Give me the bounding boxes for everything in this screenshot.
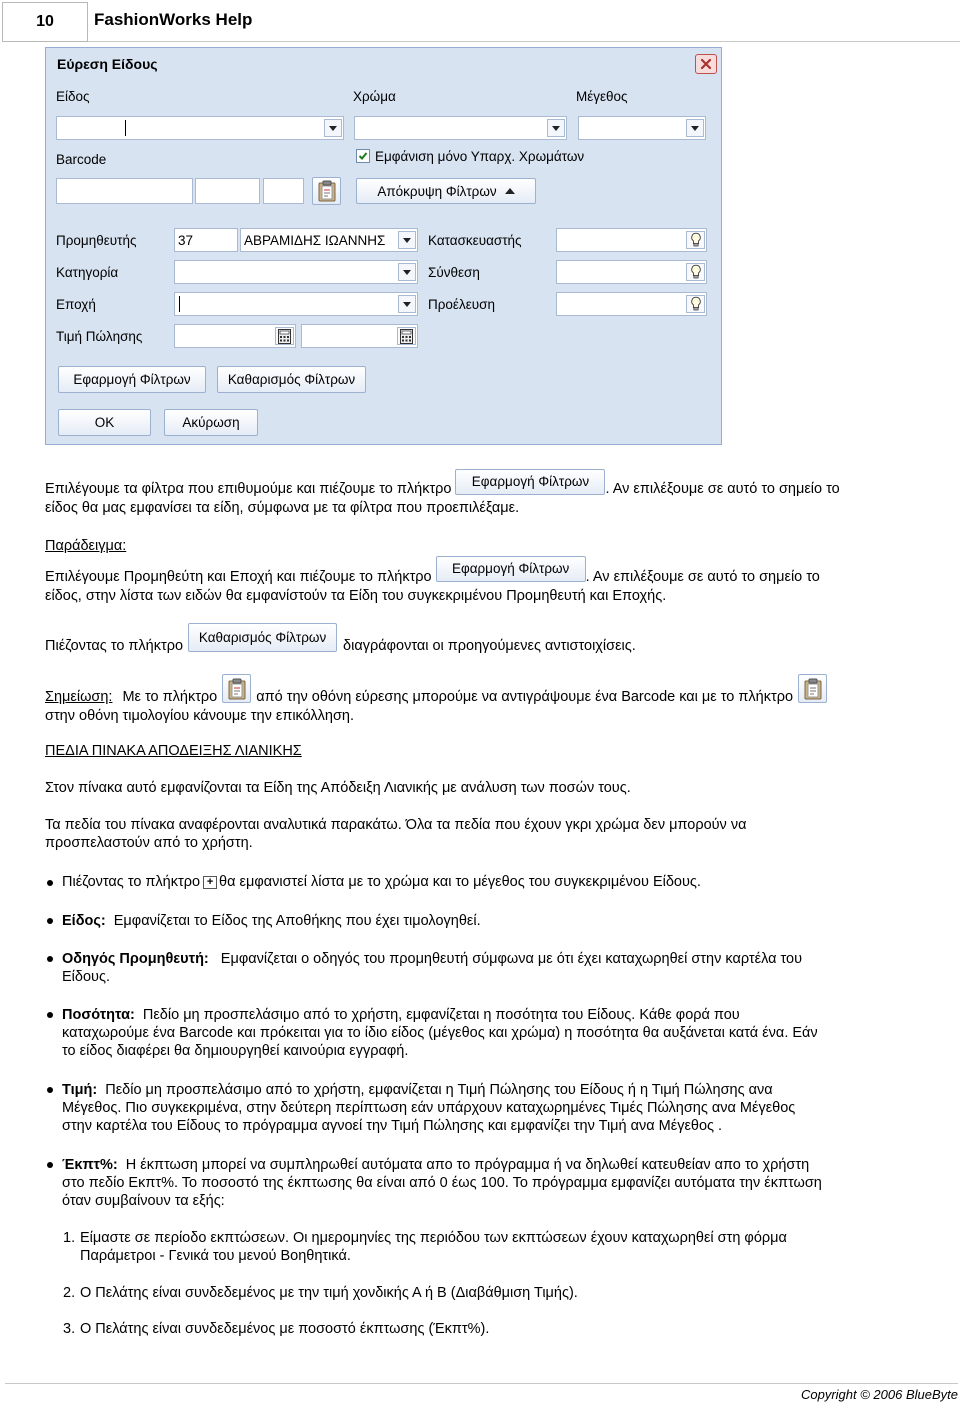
barcode-field[interactable] — [56, 178, 193, 204]
composition-label: Σύνθεση — [428, 265, 480, 280]
paragraph-line: Τα πεδία του πίνακα αναφέρονται αναλυτικά παρακάτω. Όλα τα πεδία που έχουν γκρι χρώμα δεν μπορούν να — [45, 817, 747, 833]
bullet-quantity — [62, 1006, 740, 1024]
clipboard-icon — [803, 678, 823, 700]
category-label: Κατηγορία — [56, 265, 119, 280]
bullet-dot — [47, 956, 53, 962]
section-intro: Στον πίνακα αυτό εμφανίζονται τα Είδη της Απόδειξη Λιανικής με ανάλυση των ποσών τους. — [45, 780, 631, 796]
apply-filters-label: Εφαρμογή Φίλτρων — [73, 372, 191, 387]
composition-field[interactable] — [556, 260, 707, 284]
dialog-title: Εύρεση Είδους — [57, 56, 158, 72]
cancel-button[interactable] — [164, 409, 258, 436]
footer-divider — [5, 1383, 958, 1384]
text-segment: Με το πλήκτρο — [122, 689, 218, 705]
show-existing-colors-label: Εμφάνιση μόνο Υπαρχ. Χρωμάτων — [375, 149, 585, 164]
list-number: 1. — [63, 1230, 76, 1246]
numbered-item-text: Ο Πελάτης είναι συνδεδεμένος με την τιμή χονδικής Α ή Β (Διαβάθμιση Τιμής). — [80, 1285, 578, 1301]
lightbulb-icon — [690, 232, 702, 248]
text-segment: διαγράφονται οι προηγούμενες αντιστοιχίσεις. — [343, 638, 636, 654]
bullet-price — [62, 1081, 773, 1099]
clear-filters-label: Καθαρισμός Φίλτρων — [227, 372, 356, 387]
lookup-button[interactable] — [686, 263, 705, 281]
bullet-text: όταν συμβαίνουν τα εξής: — [62, 1193, 225, 1209]
bullet-dot — [47, 1087, 53, 1093]
apply-filters-button-image: Εφαρμογή Φίλτρων — [455, 469, 605, 495]
category-combo[interactable] — [174, 260, 418, 284]
bullet-term: Ποσότητα: — [62, 1007, 135, 1023]
calculator-button[interactable] — [275, 327, 294, 345]
bullet-text: Εμφανίζεται το Είδος της Αποθήκης που έχει τιμολογηθεί. — [113, 913, 481, 929]
paragraph-line: είδος θα μας εμφανίσει τα είδη, σύμφωνα με τα φίλτρα που προεπιλέξαμε. — [45, 500, 520, 516]
plus-icon: + — [203, 876, 217, 889]
dropdown-arrow-icon[interactable] — [398, 231, 416, 249]
triangle-up-icon — [505, 188, 515, 194]
barcode-field-3[interactable] — [263, 178, 304, 204]
text-segment: Επιλέγουμε τα φίλτρα που επιθυμούμε και πιέζουμε το πλήκτρο — [45, 481, 452, 497]
close-button[interactable] — [695, 54, 717, 74]
origin-field[interactable] — [556, 292, 707, 316]
bullet-dot — [47, 1162, 53, 1168]
manufacturer-field[interactable] — [556, 228, 707, 252]
bullet-dot — [47, 880, 53, 886]
clipboard-icon — [317, 180, 337, 202]
color-combo[interactable] — [354, 116, 567, 140]
dropdown-arrow-icon[interactable] — [324, 119, 342, 137]
copy-barcode-button-image — [222, 674, 251, 703]
note-paragraph — [45, 673, 827, 706]
bullet-item-field — [62, 912, 481, 930]
page-number: 10 — [2, 2, 88, 42]
copyright-notice: Copyright © 2006 BlueByte — [800, 1387, 958, 1402]
clear-filters-button-image: Καθαρισμός Φίλτρων — [188, 623, 337, 652]
copy-barcode-button[interactable] — [312, 177, 341, 205]
bullet-text: στην καρτέλα του Είδους το πρόγραμμα αγνοεί την Τιμή Πώλησης και εμφανίζει την Τιμή ανα Μέγεθος . — [62, 1118, 723, 1134]
hide-filters-button[interactable] — [356, 178, 536, 204]
lightbulb-icon — [690, 264, 702, 280]
bullet-text: Πεδίο μη προσπελάσιμο από το χρήστη, εμφανίζεται η ποσότητα του Είδους. Κάθε φορά που — [142, 1007, 740, 1023]
text-segment: . Αν επιλέξουμε σε αυτό το σημείο το — [585, 569, 820, 585]
color-label: Χρώμα — [353, 89, 396, 104]
apply-filters-button-image: Εφαρμογή Φίλτρων — [436, 556, 586, 582]
barcode-field-2[interactable] — [195, 178, 260, 204]
dropdown-arrow-icon[interactable] — [398, 263, 416, 281]
item-label: Είδος — [56, 89, 90, 104]
text-segment: Πιέζοντας το πλήκτρο — [62, 874, 201, 890]
bullet-text: στο πεδίο Εκπτ%. Το ποσοστό της έκπτωσης θα είναι από 0 έως 100. Το πρόγραμμα εμφανίζει αυτόματα την έκπτωση — [62, 1175, 822, 1191]
text-segment: Πιέζοντας το πλήκτρο — [45, 638, 184, 654]
bullet-text: Είδους. — [62, 969, 110, 985]
numbered-item-text: Παράμετροι - Γενικά του μενού Βοηθητικά. — [80, 1248, 351, 1264]
note-label: Σημείωση: — [45, 689, 113, 705]
apply-filters-button[interactable] — [58, 366, 206, 393]
bullet-discount — [62, 1156, 809, 1174]
cancel-label: Ακύρωση — [182, 415, 240, 430]
example-heading: Παράδειγμα: — [45, 538, 127, 554]
sale-price-from-field[interactable] — [174, 324, 296, 348]
header-divider — [88, 41, 960, 42]
barcode-label: Barcode — [56, 152, 107, 167]
bullet-supplier-guide — [62, 950, 802, 968]
bullet-text: καταχωρούμε ένα Barcode και πρόκειται για το ίδιο είδος (μέγεθος και χρώμα) η ποσότητα θα αυξάνεται κατά ένα. Εάν — [62, 1025, 818, 1041]
paragraph-example — [45, 555, 820, 586]
paragraph-apply-filters — [45, 468, 840, 498]
bullet-term: Τιμή: — [62, 1082, 98, 1098]
lightbulb-icon — [690, 296, 702, 312]
dropdown-arrow-icon[interactable] — [547, 119, 565, 137]
bullet-term: Είδος: — [62, 913, 106, 929]
text-segment: από την οθόνη εύρεσης μπορούμε να αντιγράψουμε ένα Barcode και με το πλήκτρο — [256, 689, 794, 705]
text-caret — [179, 296, 180, 312]
sale-price-to-field[interactable] — [301, 324, 418, 348]
calculator-button[interactable] — [397, 327, 416, 345]
numbered-item-text: Ο Πελάτης είναι συνδεδεμένος με ποσοστό έκπτωσης (Έκπτ%). — [80, 1321, 490, 1337]
origin-label: Προέλευση — [428, 297, 495, 312]
dropdown-arrow-icon[interactable] — [398, 295, 416, 313]
paste-barcode-button-image — [798, 674, 827, 703]
close-icon — [700, 58, 712, 70]
text-segment: Επιλέγουμε Προμηθεύτη και Εποχή και πιέζουμε το πλήκτρο — [45, 569, 432, 585]
document-title: FashionWorks Help — [94, 10, 253, 29]
numbered-item-text: Είμαστε σε περίοδο εκπτώσεων. Οι ημερομηνίες της περιόδου των εκπτώσεων έχουν καταχωρηθεί στη φόρμα — [80, 1230, 787, 1246]
size-combo[interactable] — [578, 116, 706, 140]
bullet-text: Πεδίο μη προσπελάσιμο από το χρήστη, εμφανίζεται η Τιμή Πώλησης του Είδους ή η Τιμή Πώλησης ανα — [105, 1082, 773, 1098]
calculator-icon — [400, 329, 413, 344]
lookup-button[interactable] — [686, 295, 705, 313]
supplier-code-value: 37 — [178, 232, 194, 248]
ok-label: OK — [94, 415, 115, 430]
text-segment: . Αν επιλέξουμε σε αυτό το σημείο το — [605, 481, 840, 497]
section-heading: ΠΕΔΙΑ ΠΙΝΑΚΑ ΑΠΟΔΕΙΞΗΣ ΛΙΑΝΙΚΗΣ — [45, 743, 302, 759]
calculator-icon — [278, 329, 291, 344]
manufacturer-label: Κατασκευαστής — [428, 233, 522, 248]
check-icon — [358, 151, 368, 161]
hide-filters-label: Απόκρυψη Φίλτρων — [377, 183, 497, 199]
bullet-term: Έκπτ%: — [62, 1157, 118, 1173]
paragraph-clear-filters — [45, 622, 636, 655]
bullet-text: Εμφανίζεται ο οδηγός του προμηθευτή σύμφωνα με ότι έχει καταχωρηθεί στην καρτέλα του — [220, 951, 803, 967]
paragraph-line: προσπελαστούν από το χρήστη. — [45, 835, 253, 851]
clipboard-icon — [227, 678, 247, 700]
show-existing-colors-checkbox[interactable] — [356, 149, 370, 163]
bullet-text: Μέγεθος. Πιο συγκεκριμένα, στην δεύτερη περίπτωση εάν υπάρχουν καταχωρημένες Τιμές Πώλησης ανα Μέγεθος — [62, 1100, 796, 1116]
bullet-dot — [47, 1012, 53, 1018]
find-item-dialog — [45, 47, 722, 445]
list-number: 3. — [63, 1321, 76, 1337]
clear-filters-button[interactable] — [217, 366, 366, 393]
bullet-dot — [47, 918, 53, 924]
paragraph-line: είδος, στην λίστα των ειδών θα εμφανίστούν τα Είδη του συγκεκριμένου Προμηθευτή και Εποχής. — [45, 588, 667, 604]
bullet-text: το είδος διαφέρει θα δημιουργηθεί καινούρια εγγραφή. — [62, 1043, 409, 1059]
bullet-text: Η έκπτωση μπορεί να συμπληρωθεί αυτόματα απο το πρόγραμμα ή να δηλωθεί κατευθείαν απο το χρήστη — [125, 1157, 810, 1173]
season-label: Εποχή — [56, 297, 96, 312]
bullet-expand — [62, 873, 701, 891]
ok-button[interactable] — [58, 409, 151, 436]
sale-price-label: Τιμή Πώλησης — [56, 329, 143, 344]
paragraph-line: στην οθόνη τιμολογίου κάνουμε την επικόλληση. — [45, 708, 355, 724]
supplier-label: Προμηθευτής — [56, 233, 137, 248]
text-segment: θα εμφανιστεί λίστα με το χρώμα και το μέγεθος του συγκεκριμένου Είδους. — [219, 874, 701, 890]
list-number: 2. — [63, 1285, 76, 1301]
bullet-term: Οδηγός Προμηθευτή: — [62, 951, 209, 967]
dropdown-arrow-icon[interactable] — [686, 119, 704, 137]
supplier-combo[interactable] — [240, 228, 418, 252]
season-combo[interactable] — [174, 292, 418, 316]
supplier-code-field[interactable] — [174, 228, 238, 252]
supplier-name-value: ΑΒΡΑΜΙΔΗΣ ΙΩΑΝΝΗΣ — [244, 232, 386, 248]
item-combo[interactable] — [56, 116, 344, 140]
lookup-button[interactable] — [686, 231, 705, 249]
size-label: Μέγεθος — [576, 89, 628, 104]
text-caret — [125, 120, 126, 136]
